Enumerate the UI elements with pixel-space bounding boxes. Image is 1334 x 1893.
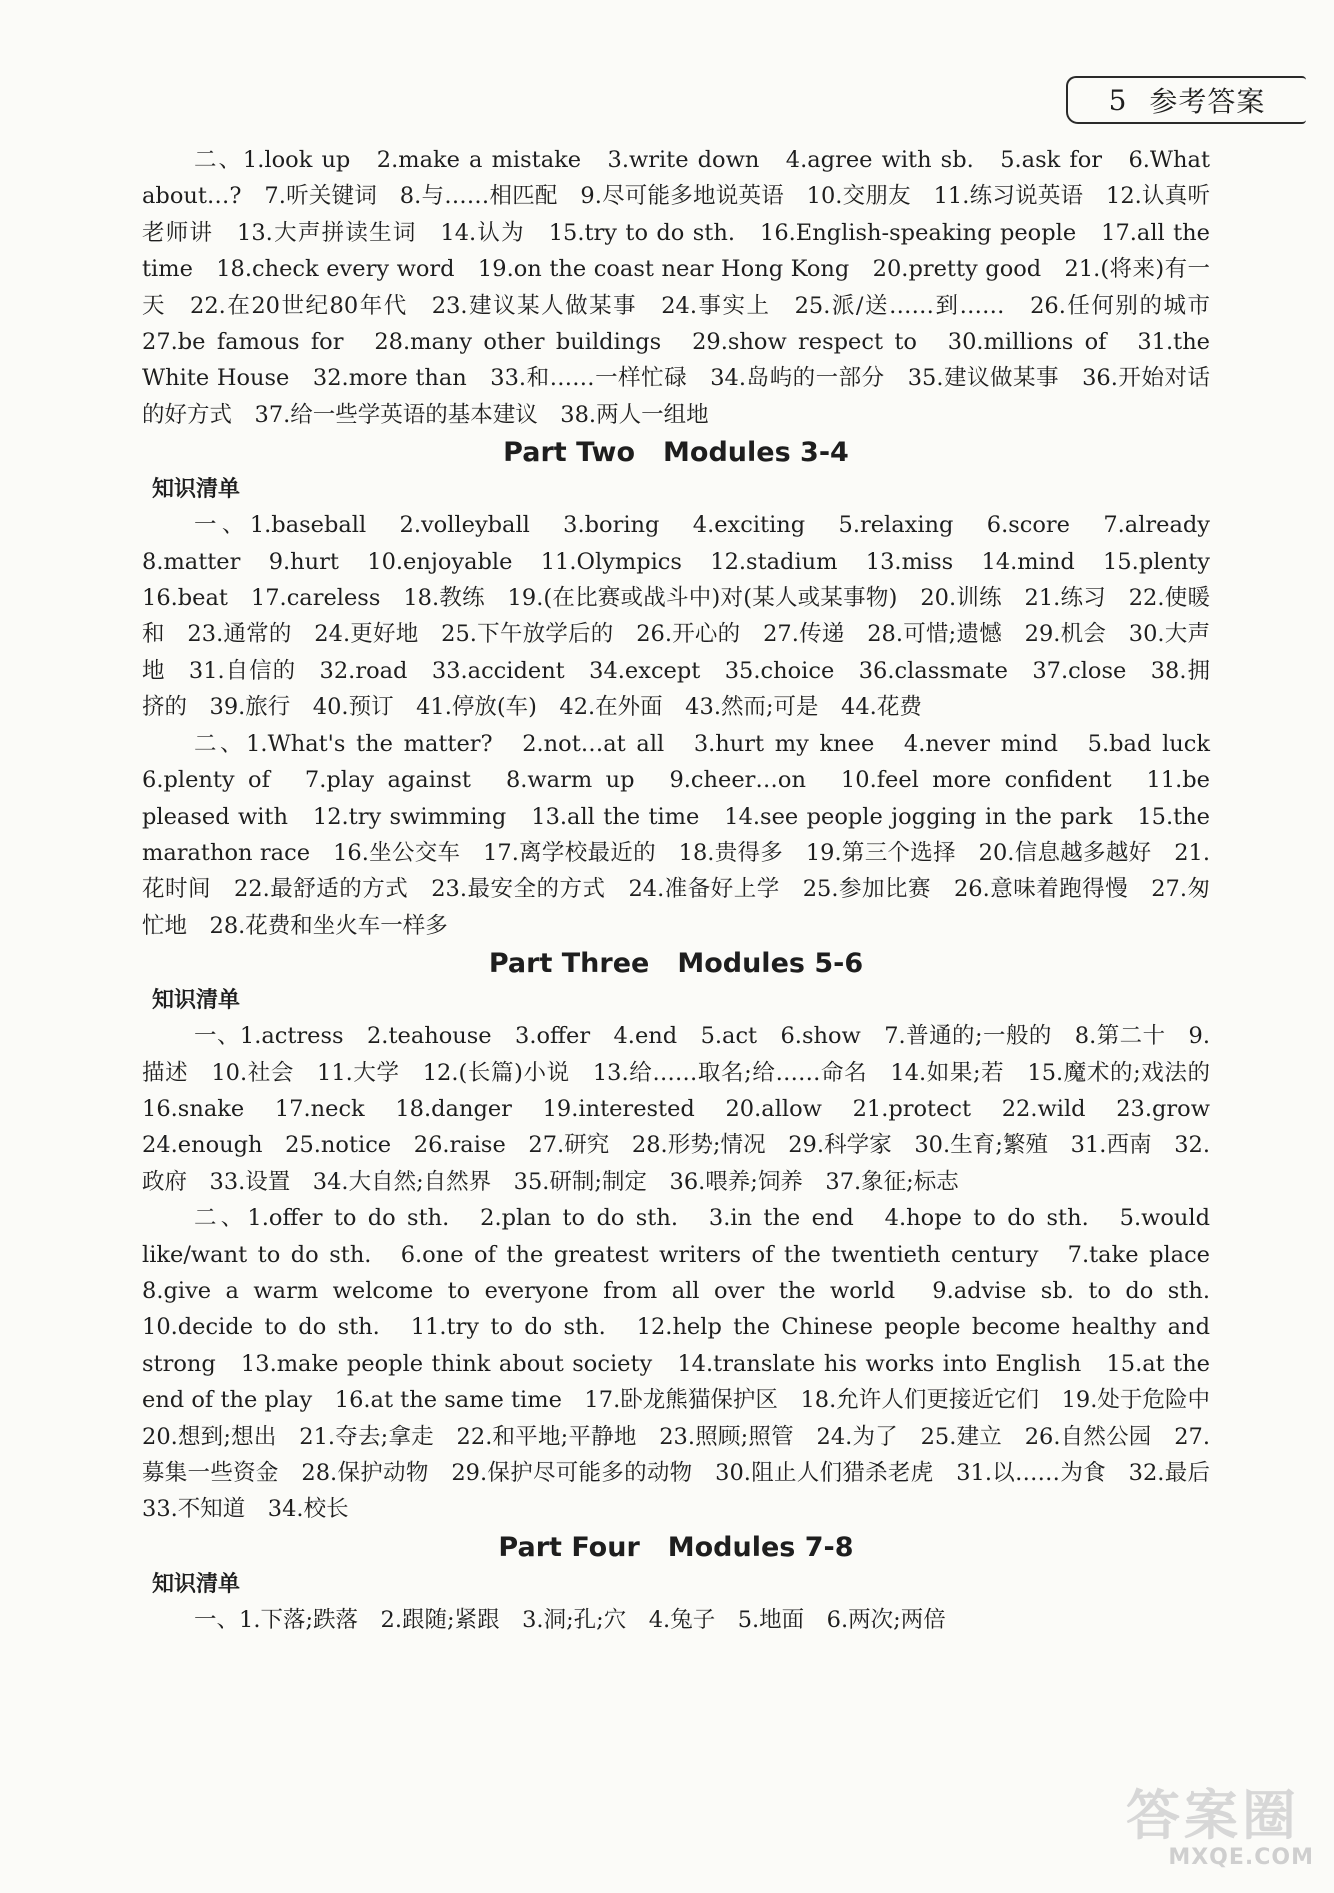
part-title xyxy=(142,944,1210,984)
page-header xyxy=(1066,76,1306,124)
part-name: Part Two xyxy=(503,437,636,469)
answer-paragraph: 一、1.下落;跌落 2.跟随;紧跟 3.洞;孔;穴 4.兔子 5.地面 6.两次;两倍 xyxy=(194,1606,946,1633)
part-name: Part Three xyxy=(488,948,650,980)
watermark-url: MXQE.COM xyxy=(1168,1845,1314,1870)
part-title xyxy=(142,1528,1210,1568)
answer-content xyxy=(142,142,1233,1638)
modules-range: Modules 7-8 xyxy=(667,1531,854,1563)
page-number: 5 xyxy=(1108,83,1128,117)
section-label: 知识清单 xyxy=(152,988,241,1014)
modules-range: Modules 5-6 xyxy=(677,948,864,980)
section-label: 知识清单 xyxy=(152,477,241,503)
answer-paragraph: 一、1.actress 2.teahouse 3.offer 4.end 5.act 6.show 7.普通的;一般的 8.第二十 9.描述 10.社会 11.大学 12.(长篇)小说 13.给……取名;给……命名 14.如果;若 15.魔术的;戏法的 16.snake 17.neck 18.danger 19.interested 20.allow 21.protect 22.wild 23.grow 24.enough 25.notice 26.raise 27.研究 28.形势;情况 29.科学家 30.生育;繁殖 31.西南 32.政府 33.设置 34.大自然;自然界 35.研制;制定 36.喂养;饲养 37.象征;标志 xyxy=(142,1023,1233,1195)
watermark-logo xyxy=(1126,1784,1314,1873)
answer-paragraph: 二、1.look up 2.make a mistake 3.write down 4.agree with sb. 5.ask for 6.What about…? 7.听关键词 8.与……相匹配 9.尽可能多地说英语 10.交朋友 11.练习说英语 12.认真听老师讲 13.大声拼读生词 14.认为 15.try to do sth. 16.English-speaking people 17.all the time 18.check every word 19.on the coast near Hong Kong 20.pretty good 21.(将来)有一天 22.在20世纪80年代 23.建议某人做某事 24.事实上 25.派/送……到…… 26.任何别的城市 27.be famous for 28.many other buildings 29.show respect to 30.millions of 31.the White House 32.more than 33.和……一样忙碌 34.岛屿的一部分 35.建议做某事 36.开始对话的好方式 37.给一些学英语的基本建议 38.两人一组地 xyxy=(142,147,1233,428)
part-title xyxy=(142,433,1210,473)
answer-paragraph: 二、1.What's the matter? 2.not…at all 3.hurt my knee 4.never mind 5.bad luck 6.plenty of 7.play against 8.warm up 9.cheer…on 10.feel more confident 11.be pleased with 12.try swimming 13.all the time 14.see people jogging in the park 15.the marathon race 16.坐公交车 17.离学校最近的 18.贵得多 19.第三个选择 20.信息越多越好 21.花时间 22.最舒适的方式 23.最安全的方式 24.准备好上学 25.参加比赛 26.意味着跑得慢 27.匆忙地 28.花费和坐火车一样多 xyxy=(142,730,1233,939)
modules-range: Modules 3-4 xyxy=(663,437,849,469)
section-label: 知识清单 xyxy=(152,1571,241,1597)
answer-paragraph: 一、1.baseball 2.volleyball 3.boring 4.exciting 5.relaxing 6.score 7.already 8.matter 9.hurt 10.enjoyable 11.Olympics 12.stadium 13.miss 14.mind 15.plenty 16.beat 17.careless 18.教练 19.(在比赛或战斗中)对(某人或某事物) 20.训练 21.练习 22.使暖和 23.通常的 24.更好地 25.下午放学后的 26.开心的 27.传递 28.可惜;遗憾 29.机会 30.大声地 31.自信的 32.road 33.accident 34.except 35.choice 36.classmate 37.close 38.拥挤的 39.旅行 40.预订 41.停放(车) 42.在外面 43.然而;可是 44.花费 xyxy=(142,512,1233,721)
answer-paragraph: 二、1.offer to do sth. 2.plan to do sth. 3.in the end 4.hope to do sth. 5.would like/want to do sth. 6.one of the greatest writers of the twentieth century 7.take place 8.give a warm welcome to everyone from all over the world 9.advise sb. to do sth. 10.decide to do sth. 11.try to do sth. 12.help the Chinese people become healthy and strong 13.make people think about society 14.translate his works into English 15.at the end of the play 16.at the same time 17.卧龙熊猫保护区 18.允许人们更接近它们 19.处于危险中 20.想到;想出 21.夺去;拿走 22.和平地;平静地 23.照顾;照管 24.为了 25.建立 26.自然公园 27.募集一些资金 28.保护动物 29.保护尽可能多的动物 30.阻止人们猎杀老虎 31.以……为食 32.最后 33.不知道 34.校长 xyxy=(142,1205,1233,1523)
part-name: Part Four xyxy=(498,1531,640,1563)
watermark-logo-text: 答案圈 xyxy=(1126,1784,1300,1847)
page-header-title: 参考答案 xyxy=(1149,85,1266,118)
